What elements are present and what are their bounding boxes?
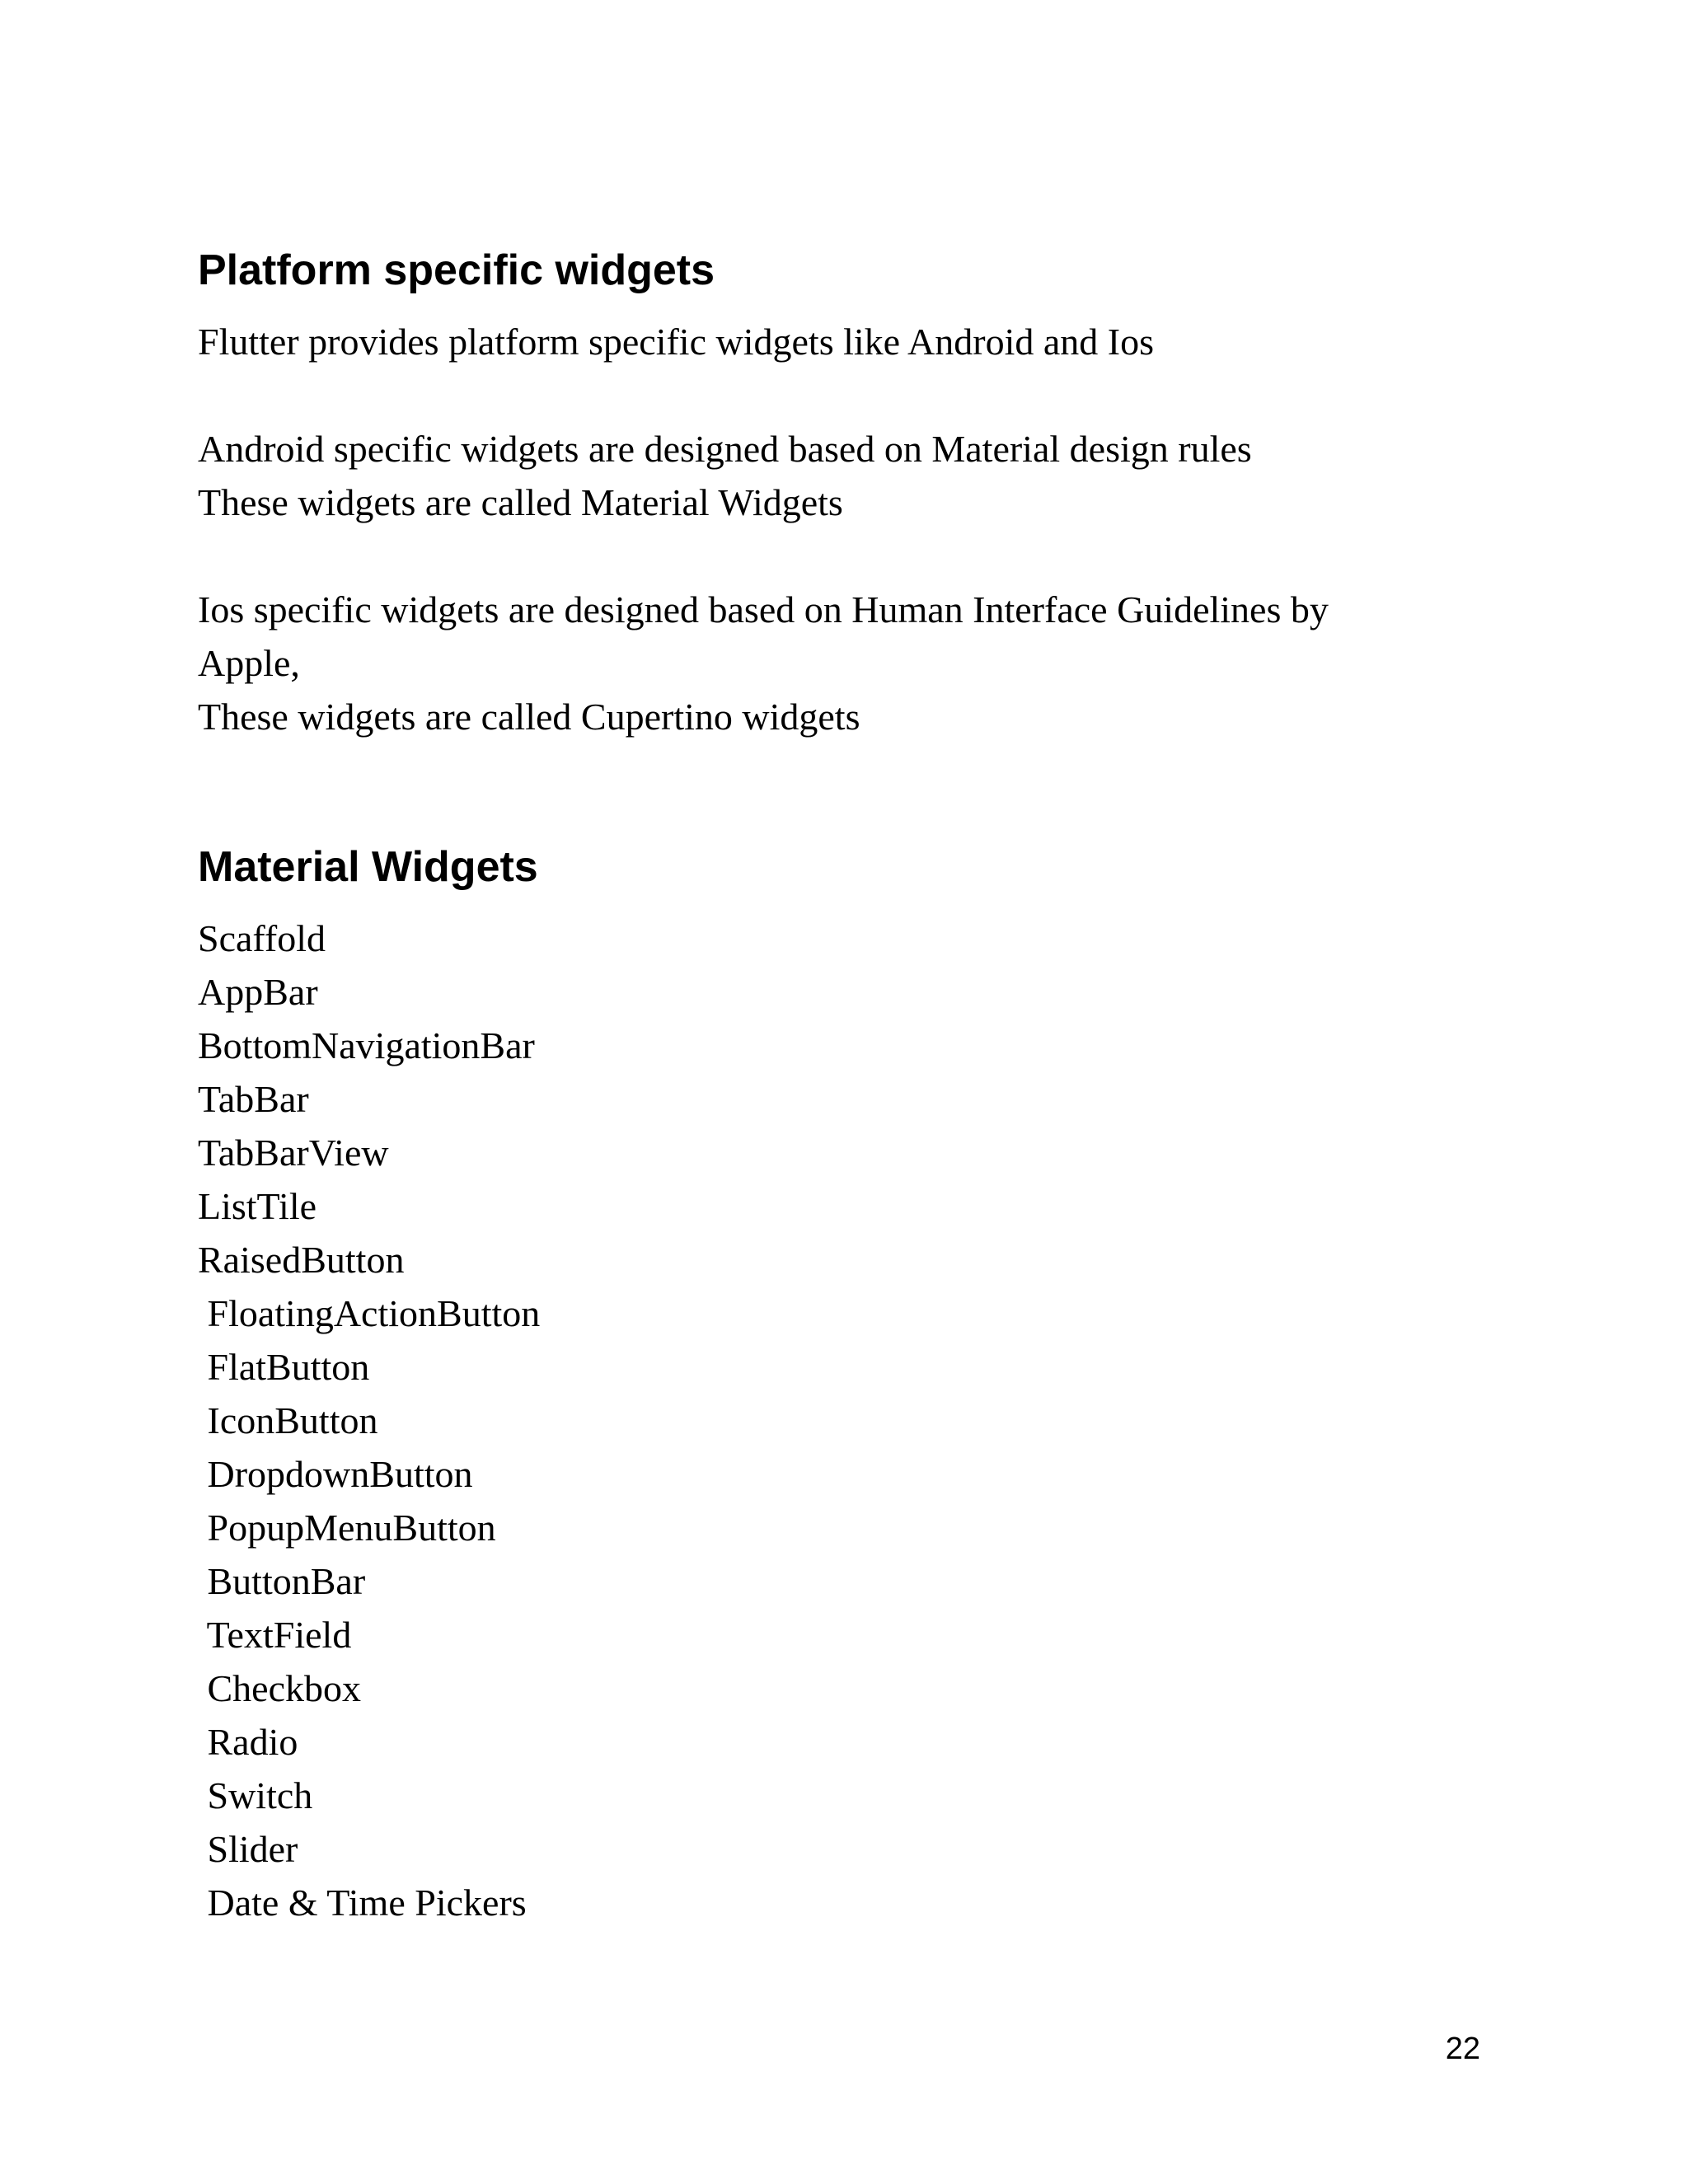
material-widgets-heading: Material Widgets [198, 843, 538, 891]
ios-line-1: Ios specific widgets are designed based on Human Interface Guidelines by [198, 588, 1329, 630]
list-item: IconButton [198, 1399, 378, 1441]
list-item: Radio [198, 1721, 298, 1763]
list-item: Date & Time Pickers [198, 1882, 527, 1924]
platform-widgets-heading: Platform specific widgets [198, 246, 715, 294]
list-item: ButtonBar [198, 1560, 366, 1602]
list-item: AppBar [198, 971, 318, 1013]
list-item: TabBarView [198, 1132, 389, 1174]
list-item: Slider [198, 1828, 298, 1870]
list-item: ListTile [198, 1185, 317, 1227]
material-widgets-list [198, 912, 1517, 1929]
android-line-2: These widgets are called Material Widgets [198, 481, 843, 523]
page-content [198, 244, 1517, 1929]
list-item: Scaffold [198, 917, 326, 959]
section-spacer [198, 743, 1517, 841]
list-item: DropdownButton [198, 1453, 473, 1495]
android-line-1: Android specific widgets are designed based on Material design rules [198, 428, 1252, 470]
list-item: FloatingActionButton [198, 1292, 541, 1334]
intro-paragraph: Flutter provides platform specific widgets like Android and Ios [198, 321, 1154, 363]
list-item: BottomNavigationBar [198, 1024, 535, 1066]
ios-line-2: Apple, [198, 642, 300, 684]
list-item: Switch [198, 1774, 313, 1816]
list-item: RaisedButton [198, 1239, 405, 1281]
list-item: Checkbox [198, 1667, 362, 1709]
ios-line-3: These widgets are called Cupertino widgets [198, 696, 860, 738]
page-number: 22 [1445, 2032, 1480, 2066]
list-item: TextField [198, 1614, 352, 1656]
list-item: PopupMenuButton [198, 1507, 496, 1549]
list-item: TabBar [198, 1078, 309, 1120]
spacer [198, 529, 1517, 583]
list-item: FlatButton [198, 1346, 370, 1388]
spacer [198, 368, 1517, 422]
